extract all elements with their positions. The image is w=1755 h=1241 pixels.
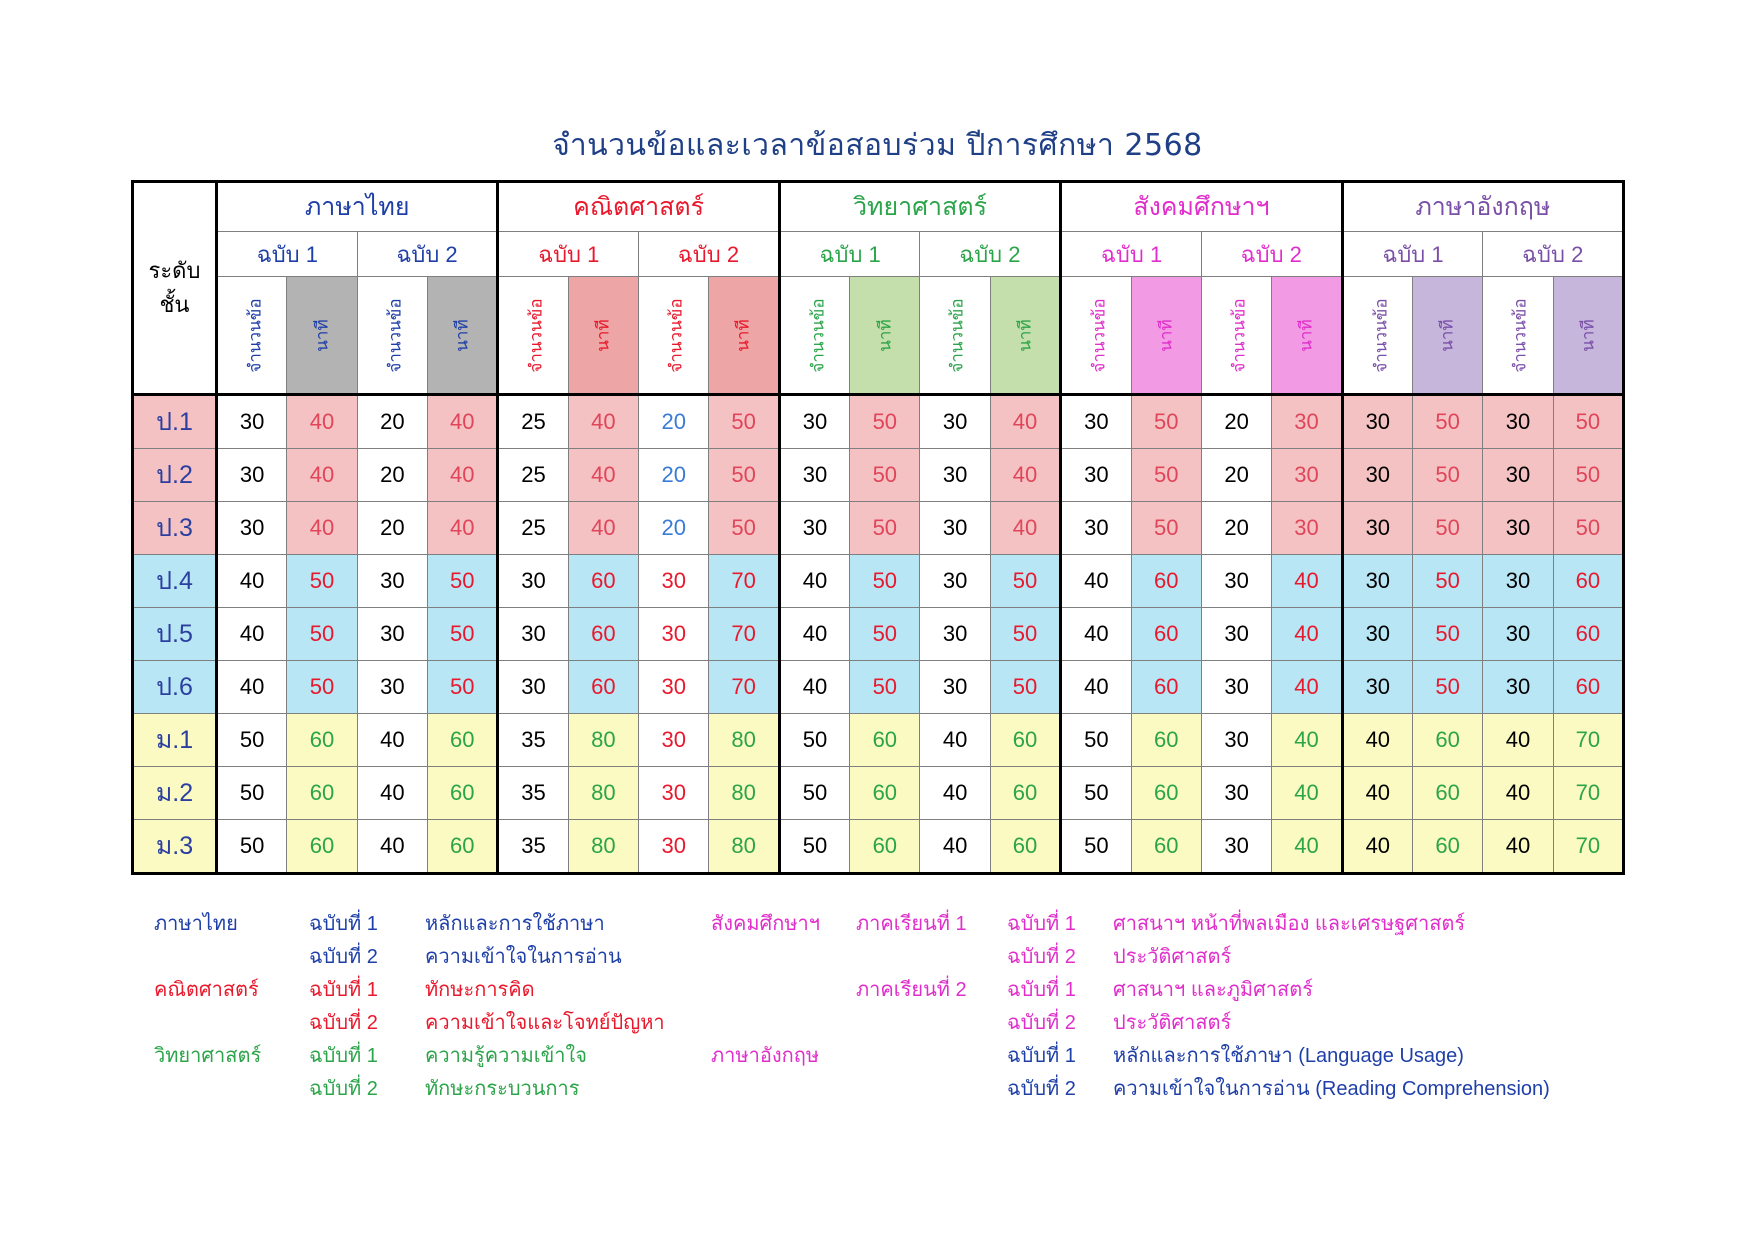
question-count-cell: 30 xyxy=(920,449,990,502)
minutes-cell: 50 xyxy=(850,608,920,661)
count-label: จำนวนข้อ xyxy=(948,297,968,373)
question-count-cell: 40 xyxy=(1342,820,1412,874)
version-header-math-1: ฉบับ 1 xyxy=(498,232,639,277)
minutes-cell: 70 xyxy=(1553,714,1623,767)
question-count-cell: 35 xyxy=(498,767,568,820)
legend-science-v1-text: ความรู้ความเข้าใจ xyxy=(425,1045,588,1067)
level-column-header xyxy=(133,182,217,395)
minutes-cell: 40 xyxy=(1272,767,1342,820)
minutes-column-header xyxy=(990,277,1060,395)
version-header-math-2: ฉบับ 2 xyxy=(639,232,780,277)
minutes-cell: 60 xyxy=(1553,608,1623,661)
minutes-cell: 40 xyxy=(287,395,357,449)
level-label: ป.4 xyxy=(133,555,217,608)
legend-english-v1-text: หลักและการใช้ภาษา (Language Usage) xyxy=(1113,1045,1464,1067)
legend-thai-v1-label: ฉบับที่ 1 xyxy=(309,913,378,935)
question-count-cell: 30 xyxy=(779,395,849,449)
level-label: ป.2 xyxy=(133,449,217,502)
minutes-cell: 50 xyxy=(1412,608,1482,661)
level-label: ป.1 xyxy=(133,395,217,449)
legend-thai-v2-text: ความเข้าใจในการอ่าน xyxy=(425,946,622,968)
minutes-cell: 50 xyxy=(709,449,779,502)
minutes-cell: 40 xyxy=(1272,661,1342,714)
count-label: จำนวนข้อ xyxy=(808,297,828,373)
minutes-cell: 50 xyxy=(287,661,357,714)
legend-english-v2-text: ความเข้าใจในการอ่าน (Reading Comprehension) xyxy=(1113,1078,1550,1100)
minutes-cell: 80 xyxy=(709,714,779,767)
question-count-cell: 30 xyxy=(1201,555,1271,608)
question-count-cell: 30 xyxy=(1342,449,1412,502)
count-column-header xyxy=(498,277,568,395)
question-count-cell: 40 xyxy=(217,608,287,661)
minutes-column-header xyxy=(428,277,498,395)
minutes-cell: 60 xyxy=(428,820,498,874)
minutes-cell: 70 xyxy=(709,555,779,608)
question-count-cell: 40 xyxy=(1483,714,1553,767)
minutes-cell: 60 xyxy=(1131,820,1201,874)
question-count-cell: 50 xyxy=(779,767,849,820)
minutes-cell: 30 xyxy=(1272,395,1342,449)
question-count-cell: 35 xyxy=(498,820,568,874)
question-count-cell: 30 xyxy=(1483,661,1553,714)
minutes-cell: 60 xyxy=(1131,661,1201,714)
minutes-cell: 50 xyxy=(287,608,357,661)
minutes-label: นาที xyxy=(734,318,754,352)
minutes-label: นาที xyxy=(312,318,332,352)
question-count-cell: 30 xyxy=(920,661,990,714)
question-count-cell: 30 xyxy=(357,608,427,661)
question-count-cell: 50 xyxy=(1061,820,1131,874)
question-count-cell: 30 xyxy=(920,502,990,555)
minutes-cell: 60 xyxy=(568,608,638,661)
question-count-cell: 40 xyxy=(357,767,427,820)
minutes-column-header xyxy=(1131,277,1201,395)
question-count-cell: 40 xyxy=(357,714,427,767)
minutes-cell: 60 xyxy=(1131,714,1201,767)
minutes-column-header xyxy=(1272,277,1342,395)
legend-science-v1-label: ฉบับที่ 1 xyxy=(309,1045,378,1067)
question-count-cell: 35 xyxy=(498,714,568,767)
question-count-cell: 30 xyxy=(498,555,568,608)
question-count-cell: 50 xyxy=(217,767,287,820)
question-count-cell: 50 xyxy=(1061,714,1131,767)
minutes-cell: 40 xyxy=(428,395,498,449)
minutes-cell: 80 xyxy=(568,767,638,820)
count-label: จำนวนข้อ xyxy=(1229,297,1249,373)
question-count-cell: 30 xyxy=(1201,767,1271,820)
legend-social-t1v2-label: ฉบับที่ 2 xyxy=(1007,946,1076,968)
subject-header-math: คณิตศาสตร์ xyxy=(498,182,779,232)
question-count-cell: 40 xyxy=(779,661,849,714)
question-count-cell: 30 xyxy=(217,449,287,502)
question-count-cell: 30 xyxy=(1201,820,1271,874)
minutes-cell: 50 xyxy=(990,608,1060,661)
minutes-cell: 40 xyxy=(990,395,1060,449)
question-count-cell: 30 xyxy=(1342,608,1412,661)
minutes-cell: 70 xyxy=(709,661,779,714)
minutes-cell: 30 xyxy=(1272,449,1342,502)
question-count-cell: 30 xyxy=(1201,661,1271,714)
question-count-cell: 40 xyxy=(1342,767,1412,820)
legend-thai-v2-label: ฉบับที่ 2 xyxy=(309,946,378,968)
minutes-cell: 40 xyxy=(990,449,1060,502)
minutes-cell: 50 xyxy=(1412,449,1482,502)
question-count-cell: 20 xyxy=(639,395,709,449)
legend-social-t1v1-label: ฉบับที่ 1 xyxy=(1007,913,1076,935)
question-count-cell: 40 xyxy=(217,661,287,714)
minutes-cell: 50 xyxy=(428,555,498,608)
legend-math-v1-label: ฉบับที่ 1 xyxy=(309,979,378,1001)
level-label: ป.5 xyxy=(133,608,217,661)
legend-social-t2v2-text: ประวัติศาสตร์ xyxy=(1113,1012,1232,1034)
table-row xyxy=(133,502,1624,555)
minutes-label: นาที xyxy=(1578,318,1598,352)
legend-social-t2v2-label: ฉบับที่ 2 xyxy=(1007,1012,1076,1034)
count-label: จำนวนข้อ xyxy=(385,297,405,373)
minutes-label: นาที xyxy=(1015,318,1035,352)
count-column-header xyxy=(1483,277,1553,395)
question-count-cell: 20 xyxy=(639,502,709,555)
minutes-cell: 60 xyxy=(1131,608,1201,661)
question-count-cell: 40 xyxy=(1483,767,1553,820)
minutes-cell: 40 xyxy=(287,502,357,555)
question-count-cell: 40 xyxy=(1061,661,1131,714)
question-count-cell: 20 xyxy=(357,449,427,502)
legend-math-subject: คณิตศาสตร์ xyxy=(154,979,259,1001)
minutes-cell: 50 xyxy=(850,555,920,608)
count-column-header xyxy=(1201,277,1271,395)
question-count-cell: 40 xyxy=(1483,820,1553,874)
question-count-cell: 20 xyxy=(1201,502,1271,555)
question-count-cell: 40 xyxy=(920,714,990,767)
legend-english-subject: ภาษาอังกฤษ xyxy=(711,1045,820,1067)
question-count-cell: 20 xyxy=(639,449,709,502)
minutes-cell: 60 xyxy=(287,767,357,820)
minutes-cell: 40 xyxy=(428,449,498,502)
legend-social-t1v2-text: ประวัติศาสตร์ xyxy=(1113,946,1232,968)
minutes-cell: 80 xyxy=(709,767,779,820)
minutes-cell: 60 xyxy=(850,714,920,767)
legend-social-term1: ภาคเรียนที่ 1 xyxy=(856,913,967,935)
exam-table xyxy=(131,180,1625,875)
minutes-cell: 50 xyxy=(850,661,920,714)
question-count-cell: 40 xyxy=(1342,714,1412,767)
question-count-cell: 50 xyxy=(217,714,287,767)
question-count-cell: 30 xyxy=(357,555,427,608)
minutes-cell: 70 xyxy=(1553,767,1623,820)
question-count-cell: 30 xyxy=(1483,502,1553,555)
legend-social-subject: สังคมศึกษาฯ xyxy=(711,913,820,935)
minutes-cell: 50 xyxy=(287,555,357,608)
minutes-cell: 60 xyxy=(990,714,1060,767)
count-column-header xyxy=(217,277,287,395)
question-count-cell: 40 xyxy=(920,767,990,820)
question-count-cell: 40 xyxy=(779,555,849,608)
minutes-cell: 50 xyxy=(709,395,779,449)
minutes-column-header xyxy=(568,277,638,395)
level-label: ม.3 xyxy=(133,820,217,874)
minutes-cell: 60 xyxy=(1131,767,1201,820)
legend-english-v1-label: ฉบับที่ 1 xyxy=(1007,1045,1076,1067)
minutes-cell: 60 xyxy=(428,714,498,767)
question-count-cell: 30 xyxy=(1342,661,1412,714)
minutes-cell: 50 xyxy=(1553,502,1623,555)
subject-header-science: วิทยาศาสตร์ xyxy=(779,182,1060,232)
minutes-label: นาที xyxy=(452,318,472,352)
question-count-cell: 40 xyxy=(1061,608,1131,661)
version-header-social-1: ฉบับ 1 xyxy=(1061,232,1202,277)
minutes-cell: 30 xyxy=(1272,502,1342,555)
question-count-cell: 30 xyxy=(1342,502,1412,555)
minutes-label: นาที xyxy=(593,318,613,352)
question-count-cell: 30 xyxy=(920,555,990,608)
minutes-cell: 40 xyxy=(1272,820,1342,874)
count-column-header xyxy=(920,277,990,395)
minutes-cell: 60 xyxy=(850,820,920,874)
minutes-column-header xyxy=(1412,277,1482,395)
minutes-cell: 50 xyxy=(1131,502,1201,555)
minutes-cell: 60 xyxy=(1553,661,1623,714)
question-count-cell: 30 xyxy=(217,502,287,555)
legend-social-term2: ภาคเรียนที่ 2 xyxy=(856,979,967,1001)
table-row xyxy=(133,820,1624,874)
minutes-cell: 50 xyxy=(1131,449,1201,502)
minutes-label: นาที xyxy=(1296,318,1316,352)
version-header-social-2: ฉบับ 2 xyxy=(1201,232,1342,277)
question-count-cell: 40 xyxy=(357,820,427,874)
minutes-cell: 40 xyxy=(568,502,638,555)
minutes-cell: 40 xyxy=(428,502,498,555)
question-count-cell: 50 xyxy=(779,820,849,874)
minutes-cell: 50 xyxy=(1553,395,1623,449)
minutes-cell: 50 xyxy=(1412,502,1482,555)
minutes-column-header xyxy=(709,277,779,395)
legend-science-v2-text: ทักษะกระบวนการ xyxy=(425,1078,580,1100)
minutes-cell: 60 xyxy=(1412,767,1482,820)
minutes-cell: 60 xyxy=(1131,555,1201,608)
minutes-cell: 50 xyxy=(990,555,1060,608)
minutes-cell: 70 xyxy=(1553,820,1623,874)
question-count-cell: 25 xyxy=(498,449,568,502)
question-count-cell: 30 xyxy=(1061,502,1131,555)
level-label: ป.3 xyxy=(133,502,217,555)
question-count-cell: 30 xyxy=(498,608,568,661)
minutes-cell: 40 xyxy=(287,449,357,502)
count-column-header xyxy=(1342,277,1412,395)
level-label: ป.6 xyxy=(133,661,217,714)
table-row xyxy=(133,661,1624,714)
question-count-cell: 30 xyxy=(1483,608,1553,661)
legend-social-t1v1-text: ศาสนาฯ หน้าที่พลเมือง และเศรษฐศาสตร์ xyxy=(1113,913,1466,935)
question-count-cell: 20 xyxy=(357,395,427,449)
minutes-cell: 60 xyxy=(1412,714,1482,767)
count-label: จำนวนข้อ xyxy=(666,297,686,373)
count-label: จำนวนข้อ xyxy=(1089,297,1109,373)
question-count-cell: 30 xyxy=(1342,555,1412,608)
question-count-cell: 25 xyxy=(498,395,568,449)
count-label: จำนวนข้อ xyxy=(526,297,546,373)
count-column-header xyxy=(1061,277,1131,395)
question-count-cell: 30 xyxy=(498,661,568,714)
question-count-cell: 30 xyxy=(357,661,427,714)
subject-header-english: ภาษาอังกฤษ xyxy=(1342,182,1623,232)
minutes-cell: 50 xyxy=(428,608,498,661)
minutes-cell: 50 xyxy=(709,502,779,555)
question-count-cell: 20 xyxy=(357,502,427,555)
minutes-cell: 50 xyxy=(850,502,920,555)
minutes-cell: 60 xyxy=(428,767,498,820)
question-count-cell: 30 xyxy=(1201,714,1271,767)
minutes-cell: 80 xyxy=(568,714,638,767)
table-row xyxy=(133,608,1624,661)
legend-social-t2v1-label: ฉบับที่ 1 xyxy=(1007,979,1076,1001)
version-header-science-1: ฉบับ 1 xyxy=(779,232,920,277)
minutes-cell: 50 xyxy=(1412,661,1482,714)
legend-math-v2-label: ฉบับที่ 2 xyxy=(309,1012,378,1034)
question-count-cell: 50 xyxy=(217,820,287,874)
minutes-label: นาที xyxy=(1438,318,1458,352)
question-count-cell: 30 xyxy=(217,395,287,449)
minutes-cell: 40 xyxy=(568,395,638,449)
question-count-cell: 30 xyxy=(1342,395,1412,449)
minutes-column-header xyxy=(850,277,920,395)
minutes-cell: 50 xyxy=(1412,395,1482,449)
minutes-cell: 70 xyxy=(709,608,779,661)
question-count-cell: 50 xyxy=(779,714,849,767)
minutes-cell: 40 xyxy=(990,502,1060,555)
question-count-cell: 40 xyxy=(779,608,849,661)
minutes-label: นาที xyxy=(1156,318,1176,352)
question-count-cell: 30 xyxy=(639,661,709,714)
subject-header-thai: ภาษาไทย xyxy=(217,182,498,232)
question-count-cell: 30 xyxy=(1061,395,1131,449)
legend-math-v2-text: ความเข้าใจและโจทย์ปัญหา xyxy=(425,1012,665,1034)
question-count-cell: 30 xyxy=(779,449,849,502)
question-count-cell: 40 xyxy=(920,820,990,874)
question-count-cell: 30 xyxy=(920,608,990,661)
question-count-cell: 30 xyxy=(1483,395,1553,449)
question-count-cell: 30 xyxy=(639,608,709,661)
minutes-cell: 80 xyxy=(568,820,638,874)
question-count-cell: 30 xyxy=(1483,449,1553,502)
minutes-cell: 50 xyxy=(990,661,1060,714)
question-count-cell: 30 xyxy=(1061,449,1131,502)
table-row xyxy=(133,714,1624,767)
minutes-cell: 40 xyxy=(1272,608,1342,661)
version-header-english-2: ฉบับ 2 xyxy=(1483,232,1624,277)
question-count-cell: 30 xyxy=(639,820,709,874)
version-header-english-1: ฉบับ 1 xyxy=(1342,232,1483,277)
minutes-cell: 60 xyxy=(287,820,357,874)
legend-thai-subject: ภาษาไทย xyxy=(154,913,238,935)
question-count-cell: 20 xyxy=(1201,449,1271,502)
table-row xyxy=(133,449,1624,502)
count-label: จำนวนข้อ xyxy=(245,297,265,373)
legend-social-t2v1-text: ศาสนาฯ และภูมิศาสตร์ xyxy=(1113,979,1313,1001)
minutes-column-header xyxy=(287,277,357,395)
minutes-cell: 40 xyxy=(568,449,638,502)
question-count-cell: 50 xyxy=(1061,767,1131,820)
minutes-cell: 60 xyxy=(1553,555,1623,608)
count-column-header xyxy=(357,277,427,395)
minutes-cell: 60 xyxy=(568,555,638,608)
level-header-text: ชั้น xyxy=(159,292,190,317)
table-row xyxy=(133,767,1624,820)
question-count-cell: 30 xyxy=(779,502,849,555)
minutes-cell: 60 xyxy=(1412,820,1482,874)
subject-header-social: สังคมศึกษาฯ xyxy=(1061,182,1342,232)
level-label: ม.2 xyxy=(133,767,217,820)
minutes-cell: 50 xyxy=(1553,449,1623,502)
table-row xyxy=(133,555,1624,608)
version-header-thai-2: ฉบับ 2 xyxy=(357,232,498,277)
table-row xyxy=(133,395,1624,449)
version-header-thai-1: ฉบับ 1 xyxy=(217,232,358,277)
legend-thai-v1-text: หลักและการใช้ภาษา xyxy=(425,913,605,935)
count-label: จำนวนข้อ xyxy=(1510,297,1530,373)
count-label: จำนวนข้อ xyxy=(1371,297,1391,373)
minutes-cell: 50 xyxy=(850,449,920,502)
question-count-cell: 25 xyxy=(498,502,568,555)
question-count-cell: 30 xyxy=(920,395,990,449)
minutes-column-header xyxy=(1553,277,1623,395)
minutes-cell: 60 xyxy=(568,661,638,714)
legend-english-v2-label: ฉบับที่ 2 xyxy=(1007,1078,1076,1100)
minutes-cell: 60 xyxy=(287,714,357,767)
question-count-cell: 30 xyxy=(639,767,709,820)
minutes-cell: 60 xyxy=(990,820,1060,874)
legend-science-subject: วิทยาศาสตร์ xyxy=(154,1045,262,1067)
minutes-label: นาที xyxy=(875,318,895,352)
legend-math-v1-text: ทักษะการคิด xyxy=(425,979,535,1001)
minutes-cell: 80 xyxy=(709,820,779,874)
minutes-cell: 50 xyxy=(1131,395,1201,449)
minutes-cell: 60 xyxy=(990,767,1060,820)
question-count-cell: 20 xyxy=(1201,395,1271,449)
level-header-text: ระดับ xyxy=(148,258,201,283)
question-count-cell: 30 xyxy=(639,714,709,767)
minutes-cell: 50 xyxy=(850,395,920,449)
minutes-cell: 40 xyxy=(1272,555,1342,608)
minutes-cell: 60 xyxy=(850,767,920,820)
version-header-science-2: ฉบับ 2 xyxy=(920,232,1061,277)
question-count-cell: 30 xyxy=(639,555,709,608)
minutes-cell: 50 xyxy=(428,661,498,714)
question-count-cell: 30 xyxy=(1483,555,1553,608)
level-label: ม.1 xyxy=(133,714,217,767)
question-count-cell: 40 xyxy=(217,555,287,608)
minutes-cell: 50 xyxy=(1412,555,1482,608)
question-count-cell: 30 xyxy=(1201,608,1271,661)
page-title: จำนวนข้อและเวลาข้อสอบร่วม ปีการศึกษา 2568 xyxy=(552,128,1203,163)
count-column-header xyxy=(779,277,849,395)
minutes-cell: 40 xyxy=(1272,714,1342,767)
legend-science-v2-label: ฉบับที่ 2 xyxy=(309,1078,378,1100)
question-count-cell: 40 xyxy=(1061,555,1131,608)
count-column-header xyxy=(639,277,709,395)
